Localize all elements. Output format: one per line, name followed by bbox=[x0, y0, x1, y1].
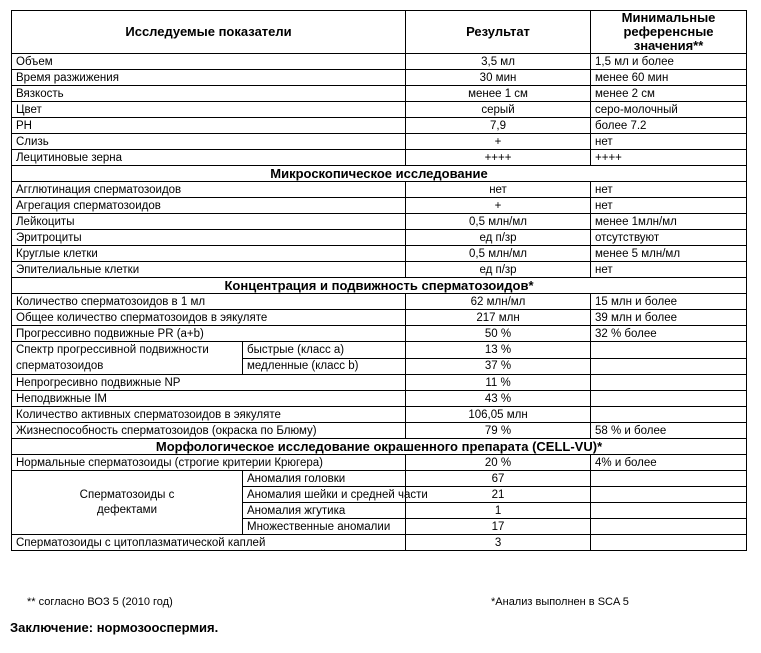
row-name: Объем bbox=[12, 54, 406, 70]
row-name: Лецитиновые зерна bbox=[12, 150, 406, 166]
row-ref bbox=[591, 358, 747, 375]
row-name: Прогрессивно подвижные PR (a+b) bbox=[12, 326, 406, 342]
row-result: нет bbox=[406, 182, 591, 198]
row-ref bbox=[591, 503, 747, 519]
row-ref: серо-молочный bbox=[591, 102, 747, 118]
section-title-row bbox=[12, 278, 747, 294]
defects-label-line-2: дефектами bbox=[97, 503, 157, 516]
row-name: Слизь bbox=[12, 134, 406, 150]
row-ref: более 7.2 bbox=[591, 118, 747, 134]
row-result: ++++ bbox=[406, 150, 591, 166]
defects-label bbox=[12, 471, 243, 535]
row-result: менее 1 см bbox=[406, 86, 591, 102]
row-name: PH bbox=[12, 118, 406, 134]
row-ref: 58 % и более bbox=[591, 423, 747, 439]
row-ref bbox=[591, 391, 747, 407]
header-indicator: Исследуемые показатели bbox=[12, 11, 406, 54]
row-ref: менее 5 млн/мл bbox=[591, 246, 747, 262]
row-result: 20 % bbox=[406, 455, 591, 471]
row-result: 79 % bbox=[406, 423, 591, 439]
table-row bbox=[12, 70, 747, 86]
row-name: Круглые клетки bbox=[12, 246, 406, 262]
table-row bbox=[12, 198, 747, 214]
table-row bbox=[12, 102, 747, 118]
row-result: 50 % bbox=[406, 326, 591, 342]
table-row bbox=[12, 423, 747, 439]
row-name: Нормальные сперматозоиды (строгие критерии Крюгера) bbox=[12, 455, 406, 471]
row-result: 0,5 млн/мл bbox=[406, 246, 591, 262]
row-result: + bbox=[406, 134, 591, 150]
table-header-row bbox=[12, 11, 747, 54]
row-name: Лейкоциты bbox=[12, 214, 406, 230]
row-ref: нет bbox=[591, 182, 747, 198]
row-name: Агрегация сперматозоидов bbox=[12, 198, 406, 214]
row-name: Цвет bbox=[12, 102, 406, 118]
row-result: 3 bbox=[406, 535, 591, 551]
table-row bbox=[12, 214, 747, 230]
row-name: Время разжижения bbox=[12, 70, 406, 86]
table-row bbox=[12, 535, 747, 551]
row-name: Агглютинация сперматозоидов bbox=[12, 182, 406, 198]
table-row bbox=[12, 150, 747, 166]
row-result: 13 % bbox=[406, 342, 591, 359]
table-row bbox=[12, 246, 747, 262]
row-ref: менее 1млн/мл bbox=[591, 214, 747, 230]
spectrum-label bbox=[12, 342, 243, 375]
row-result: 11 % bbox=[406, 375, 591, 391]
row-ref bbox=[591, 342, 747, 359]
row-ref: 4% и более bbox=[591, 455, 747, 471]
row-name: Эпителиальные клетки bbox=[12, 262, 406, 278]
row-name: Множественные аномалии bbox=[243, 519, 406, 535]
row-name: Аномалия шейки и средней части bbox=[243, 487, 406, 503]
analysis-report bbox=[11, 10, 746, 608]
row-ref bbox=[591, 535, 747, 551]
table-row bbox=[12, 310, 747, 326]
row-ref: менее 2 см bbox=[591, 86, 747, 102]
header-reference: Минимальные референсные значения** bbox=[591, 11, 747, 54]
table-row bbox=[12, 342, 747, 359]
row-name: Вязкость bbox=[12, 86, 406, 102]
row-result: + bbox=[406, 198, 591, 214]
row-ref: 15 млн и более bbox=[591, 294, 747, 310]
row-ref bbox=[591, 375, 747, 391]
row-result: 21 bbox=[406, 487, 591, 503]
row-result: 0,5 млн/мл bbox=[406, 214, 591, 230]
table-row bbox=[12, 326, 747, 342]
row-name: Эритроциты bbox=[12, 230, 406, 246]
row-ref bbox=[591, 471, 747, 487]
footnote-who: ** согласно ВОЗ 5 (2010 год) bbox=[27, 596, 173, 608]
row-name: быстрые (класс а) bbox=[243, 342, 406, 359]
footnote-sca: *Анализ выполнен в SCA 5 bbox=[491, 596, 629, 608]
table-row bbox=[12, 391, 747, 407]
table-row bbox=[12, 407, 747, 423]
row-name: Количество активных сперматозоидов в эякуляте bbox=[12, 407, 406, 423]
row-name: Количество сперматозоидов в 1 мл bbox=[12, 294, 406, 310]
row-name: Сперматозоиды с цитоплазматической каплей bbox=[12, 535, 406, 551]
row-result: ед п/зр bbox=[406, 230, 591, 246]
row-ref: 1,5 мл и более bbox=[591, 54, 747, 70]
row-name: медленные (класс b) bbox=[243, 358, 406, 375]
spectrum-label-line-1: Спектр прогрессивной подвижности bbox=[16, 344, 209, 356]
row-name: Общее количество сперматозоидов в эякуляте bbox=[12, 310, 406, 326]
defects-label-line-1: Сперматозоиды с bbox=[79, 488, 175, 501]
row-ref: нет bbox=[591, 198, 747, 214]
table-row bbox=[12, 118, 747, 134]
table-row bbox=[12, 262, 747, 278]
row-ref: менее 60 мин bbox=[591, 70, 747, 86]
row-ref: нет bbox=[591, 262, 747, 278]
row-result: 17 bbox=[406, 519, 591, 535]
row-result: 1 bbox=[406, 503, 591, 519]
conc-section-title: Концентрация и подвижность сперматозоидов* bbox=[12, 278, 747, 294]
row-name: Аномалия жгутика bbox=[243, 503, 406, 519]
footnotes bbox=[11, 596, 746, 610]
row-result: ед п/зр bbox=[406, 262, 591, 278]
spectrum-label-line-2: сперматозоидов bbox=[16, 360, 104, 372]
header-result: Результат bbox=[406, 11, 591, 54]
table-row bbox=[12, 455, 747, 471]
table-row bbox=[12, 230, 747, 246]
row-result: 62 млн/мл bbox=[406, 294, 591, 310]
table-row bbox=[12, 294, 747, 310]
morph-section-title: Морфологическое исследование окрашенного препарата (CELL-VU)* bbox=[12, 439, 747, 455]
row-ref: нет bbox=[591, 134, 747, 150]
conclusion: Заключение: нормозооспермия. bbox=[10, 620, 219, 635]
row-ref: 39 млн и более bbox=[591, 310, 747, 326]
row-result: 30 мин bbox=[406, 70, 591, 86]
table-row bbox=[12, 182, 747, 198]
row-ref bbox=[591, 487, 747, 503]
table-row bbox=[12, 54, 747, 70]
table-row bbox=[12, 375, 747, 391]
micro-section-title: Микроскопическое исследование bbox=[12, 166, 747, 182]
row-result: 3,5 мл bbox=[406, 54, 591, 70]
table-row bbox=[12, 471, 747, 487]
row-ref bbox=[591, 519, 747, 535]
section-title-row bbox=[12, 439, 747, 455]
row-result: серый bbox=[406, 102, 591, 118]
row-result: 43 % bbox=[406, 391, 591, 407]
row-name: Неподвижные IM bbox=[12, 391, 406, 407]
row-result: 106,05 млн bbox=[406, 407, 591, 423]
row-result: 67 bbox=[406, 471, 591, 487]
table-row bbox=[12, 134, 747, 150]
results-table bbox=[11, 10, 747, 551]
row-result: 217 млн bbox=[406, 310, 591, 326]
row-name: Жизнеспособность сперматозоидов (окраска по Блюму) bbox=[12, 423, 406, 439]
row-ref: отсутствуют bbox=[591, 230, 747, 246]
row-name: Непрогресивно подвижные NP bbox=[12, 375, 406, 391]
row-result: 37 % bbox=[406, 358, 591, 375]
row-ref: 32 % более bbox=[591, 326, 747, 342]
section-title-row bbox=[12, 166, 747, 182]
row-result: 7,9 bbox=[406, 118, 591, 134]
row-ref bbox=[591, 407, 747, 423]
table-row bbox=[12, 86, 747, 102]
row-ref: ++++ bbox=[591, 150, 747, 166]
row-name: Аномалия головки bbox=[243, 471, 406, 487]
